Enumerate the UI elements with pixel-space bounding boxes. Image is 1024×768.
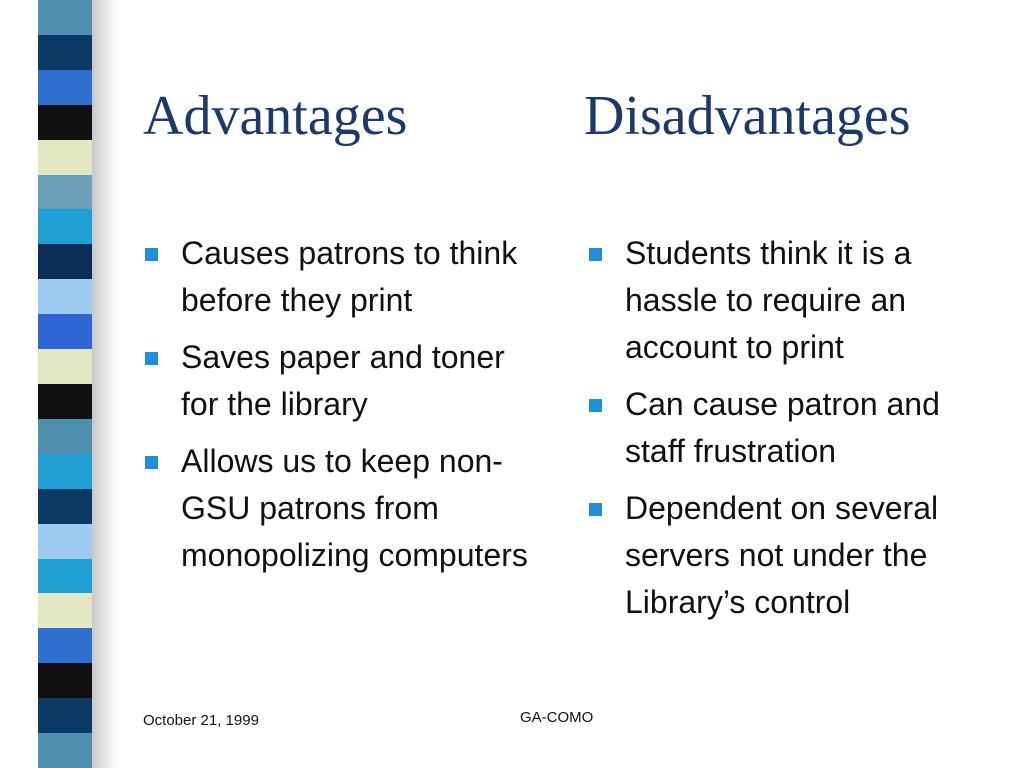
advantages-heading: Advantages — [143, 85, 408, 147]
list-item — [143, 334, 533, 428]
advantage-text: Causes patrons to think before they print — [181, 235, 518, 318]
stripe-segment — [38, 314, 92, 349]
stripe-segment — [38, 419, 92, 454]
stripe-segment — [38, 628, 92, 663]
square-bullet-icon — [145, 456, 158, 469]
advantage-text: Saves paper and toner for the library — [181, 339, 505, 422]
stripe-segment — [38, 140, 92, 175]
list-item — [587, 485, 1007, 626]
stripe-segment — [38, 279, 92, 314]
stripe-segment — [38, 384, 92, 419]
stripe-segment — [38, 35, 92, 70]
stripe-column — [38, 0, 92, 768]
square-bullet-icon — [589, 248, 602, 261]
disadvantages-heading: Disadvantages — [584, 85, 911, 147]
stripe-segment — [38, 489, 92, 524]
stripe-shadow — [92, 0, 118, 768]
stripe-segment — [38, 663, 92, 698]
stripe-segment — [38, 105, 92, 140]
square-bullet-icon — [145, 352, 158, 365]
footer-date: October 21, 1999 — [143, 712, 259, 729]
advantages-list — [143, 230, 533, 589]
disadvantage-text: Can cause patron and staff frustration — [625, 386, 940, 469]
advantage-text: Allows us to keep non-GSU patrons from monopolizing computers — [181, 443, 528, 573]
stripe-segment — [38, 349, 92, 384]
stripe-segment — [38, 454, 92, 489]
stripe-segment — [38, 733, 92, 768]
disadvantages-list — [587, 230, 1007, 636]
stripe-segment — [38, 244, 92, 279]
stripe-segment — [38, 175, 92, 210]
stripe-segment — [38, 559, 92, 594]
list-item — [587, 230, 1007, 371]
stripe-segment — [38, 698, 92, 733]
stripe-segment — [38, 209, 92, 244]
stripe-segment — [38, 524, 92, 559]
list-item — [143, 438, 533, 579]
disadvantage-text: Dependent on several servers not under the Library’s control — [625, 490, 939, 620]
square-bullet-icon — [589, 399, 602, 412]
decorative-stripe-bar — [0, 0, 118, 768]
disadvantage-text: Students think it is a hassle to require an account to print — [625, 235, 912, 365]
list-item — [143, 230, 533, 324]
square-bullet-icon — [145, 248, 158, 261]
stripe-segment — [38, 0, 92, 35]
stripe-segment — [38, 70, 92, 105]
list-item — [587, 381, 1007, 475]
stripe-segment — [38, 593, 92, 628]
footer-label: GA-COMO — [520, 709, 594, 726]
square-bullet-icon — [589, 503, 602, 516]
